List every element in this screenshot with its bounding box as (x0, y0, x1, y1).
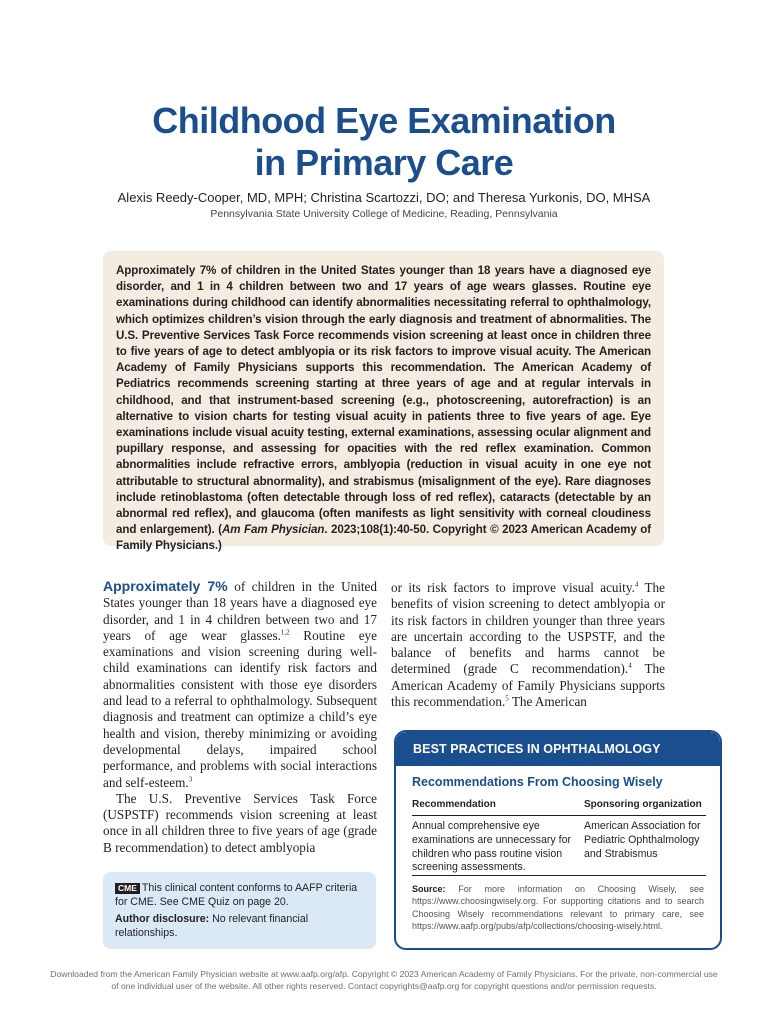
affiliation: Pennsylvania State University College of Medicine, Reading, Pennsylvania (210, 208, 558, 220)
body-column-right (391, 580, 665, 710)
source-note (412, 883, 704, 932)
disclosure-text: No relevant financial relationships. (115, 913, 309, 939)
source-label: Source: (412, 884, 446, 894)
recommendations-table (412, 794, 706, 876)
title-line-2: in Primary Care (254, 142, 514, 183)
best-practices-box (394, 730, 722, 950)
paragraph-3-text-d: The American (508, 694, 587, 710)
citation-sup: 3 (188, 775, 193, 784)
paragraph-2: The U.S. Preventive Services Task Force (USPSTF) recommends vision screening at least once in all children three to five years of age (grade B recommendation) to detect amblyopia (103, 790, 377, 855)
source-text: For more information on Choosing Wisely, see https://www.choosingwisely.org. For supporting citations and to search Choosing Wisely recommendations relevant to primary care, see https://www.aafp.org/pubs/afp/collections/choosing-wisely.html. (412, 884, 704, 931)
best-practices-subtitle: Recommendations From Choosing Wisely (412, 775, 663, 789)
author-list: Alexis Reedy-Cooper, MD, MPH; Christina Scartozzi, DO; and Theresa Yurkonis, DO, MHSA (117, 190, 651, 205)
title-line-1: Childhood Eye Examination (152, 100, 616, 141)
paragraph-3 (391, 580, 665, 710)
article-title (0, 100, 768, 184)
abstract-citation: . 2023;108(1):40-50. Copyright © 2023 American Academy of Family Physicians.) (116, 523, 651, 553)
disclosure-label: Author disclosure: (115, 913, 210, 925)
cme-statement (115, 882, 364, 909)
best-practices-header: BEST PRACTICES IN OPHTHALMOLOGY (396, 732, 720, 766)
column-header-organization: Sponsoring organization (584, 799, 702, 810)
citation-sup: 4 (634, 580, 639, 589)
abstract-text (116, 263, 651, 555)
body-column-left (103, 578, 377, 856)
paragraph-3-text-b: The benefits of vision screening to detect amblyopia or its risk factors in children younger than three years are uncertain according to the USPSTF, and the balance of benefits and harms cannot be determined (grade C recommendation). (391, 580, 665, 677)
table-header (412, 794, 706, 816)
recommendation-cell: Annual comprehensive eye examinations are unnecessary for children who pass routine vision screening assessments. (412, 820, 571, 874)
cme-badge: CME (115, 883, 140, 894)
cme-box (103, 872, 376, 949)
citation-sup: 1,2 (280, 628, 290, 637)
paragraph-1-text-b: Routine eye examinations and vision screening during well-child examinations can identify risk factors and abnormalities consistent with those eye disorders and lead to a referral to ophthalmology. Subsequent diagnosis and treatment can optimize a child’s eye health and vision, thereby minimizing or avoiding developmental delays, impaired school performance, and problems with social interactions and self-esteem. (103, 627, 377, 790)
column-header-recommendation: Recommendation (412, 799, 496, 810)
author-disclosure (115, 913, 364, 940)
table-row (412, 816, 706, 876)
cme-text: This clinical content conforms to AAFP criteria for CME. See CME Quiz on page 20. (115, 882, 358, 908)
lead-in: Approximately 7% (103, 578, 228, 594)
organization-cell: American Association for Pediatric Ophthalmology and Strabismus (584, 820, 701, 860)
paragraph-3-text-c: The American Academy of Family Physicians supports this recommendation. (391, 661, 665, 710)
abstract-box (103, 251, 664, 553)
paragraph-3-text-a: or its risk factors to improve visual acuity. (391, 580, 635, 595)
journal-name: Am Fam Physician (221, 523, 325, 537)
paragraph-1-text-a: of children in the United States younger than 18 years have a diagnosed eye disorder, and 1 in 4 children between two and 17 years of age wear glasses. (103, 579, 377, 643)
abstract-body: Approximately 7% of children in the United States younger than 18 years have a diagnosed eye disorder, and 1 in 4 children between two and 17 years of age wears glasses. Routine eye examinations during childhood can identify abnormalities necessitating referral to ophthalmology, which optimizes children’s vision through the early diagnosis and treatment of abnormalities. The U.S. Preventive Services Task Force recommends vision screening at least once in children three to five years of age to detect amblyopia or its risk factors to improve visual acuity. The American Academy of Family Physicians supports this recommendation. The American Academy of Pediatrics recommends screening starting at three years of age and at regular intervals in childhood, and that instrument-based screening (e.g., photoscreening, autorefraction) is an alternative to vision charts for testing visual acuity in patients three to five years of age. Eye examinations include visual acuity testing, external examinations, assessing ocular alignment and pupillary response, and assessing for opacities with the red reflex examination. Common abnormalities include refractive errors, amblyopia (reduction in visual acuity in one eye not attributable to structural abnormality), and strabismus (misalignment of the eye). Rare diagnoses include retinoblastoma (often detectable through loss of red reflex), cataracts (detectable by an abnormal red reflex), and glaucoma (often manifests as light sensitivity with corneal cloudiness and enlargement). ( (116, 264, 651, 537)
citation-sup: 4 (628, 662, 632, 671)
paragraph-1 (103, 578, 377, 791)
citation-sup: 5 (505, 694, 509, 703)
copyright-footer: Downloaded from the American Family Physician website at www.aafp.org/afp. Copyright © 2023 American Academy of Family Physicians. For the private, non-commercial use of one individual user of the website. All other rights reserved. Contact copyrights@aafp.org for copyright questions and/or permission requests. (50, 969, 718, 991)
